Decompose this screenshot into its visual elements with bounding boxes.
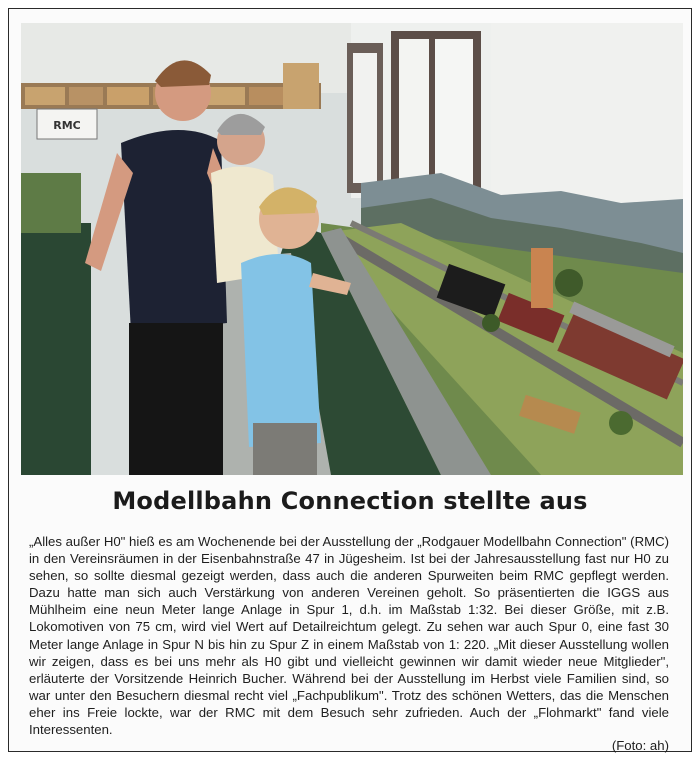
article-headline: Modellbahn Connection stellte aus — [112, 487, 588, 515]
article-photo — [21, 23, 683, 475]
newspaper-clipping — [8, 8, 692, 752]
photo-model-railway-exhibition — [21, 23, 683, 475]
article-body — [29, 533, 669, 754]
rmc-sign: RMC — [53, 119, 81, 132]
photo-credit: (Foto: ah) — [611, 738, 669, 754]
article-body-text: „Alles außer H0" hieß es am Wochenende bei der Ausstellung der „Rodgauer Modellbahn Connection" (RMC) in den Vereinsräumen in der Eisenbahnstraße 47 in Jügesheim. Ist bei der Jahresausstellung fast nur H0 zu sehen, so sollte diesmal gezeigt werden, dass auch die anderen Spurweiten beim RMC gepflegt werden. Dazu hatte man sich auch Verstärkung von anderen Vereinen geholt. So präsentierten die IGGS aus Mühlheim eine neun Meter lange Anlage in Spur 1, d.h. im Maßstab 1:32. Bei dieser Größe, mit z.B. Lokomotiven von 75 cm, wird viel Wert auf Detailreichtum gelegt. Zu sehen war auch Spur 0, eine fast 30 Meter lange Anlage in Spur N bis hin zu Spur Z in einem Maßstab von 1: 220. „Mit dieser Ausstellung wollen wir zeigen, dass es bei uns mehr als H0 gibt und vielleicht gewinnen wir damit wieder neue Mitglieder", erläuterte der Vorsitzende Heinrich Bucher. Während bei der Ausstellung im Herbst viele Familien sind, so war unter den Besuchern diesmal recht viel „Fachpublikum". Trotz des schönen Wetters, das die Menschen eher ins Freie lockte, war der RMC mit dem Besuch sehr zufrieden. Auch der „Flohmarkt" fand viele Interessenten. — [29, 534, 669, 738]
